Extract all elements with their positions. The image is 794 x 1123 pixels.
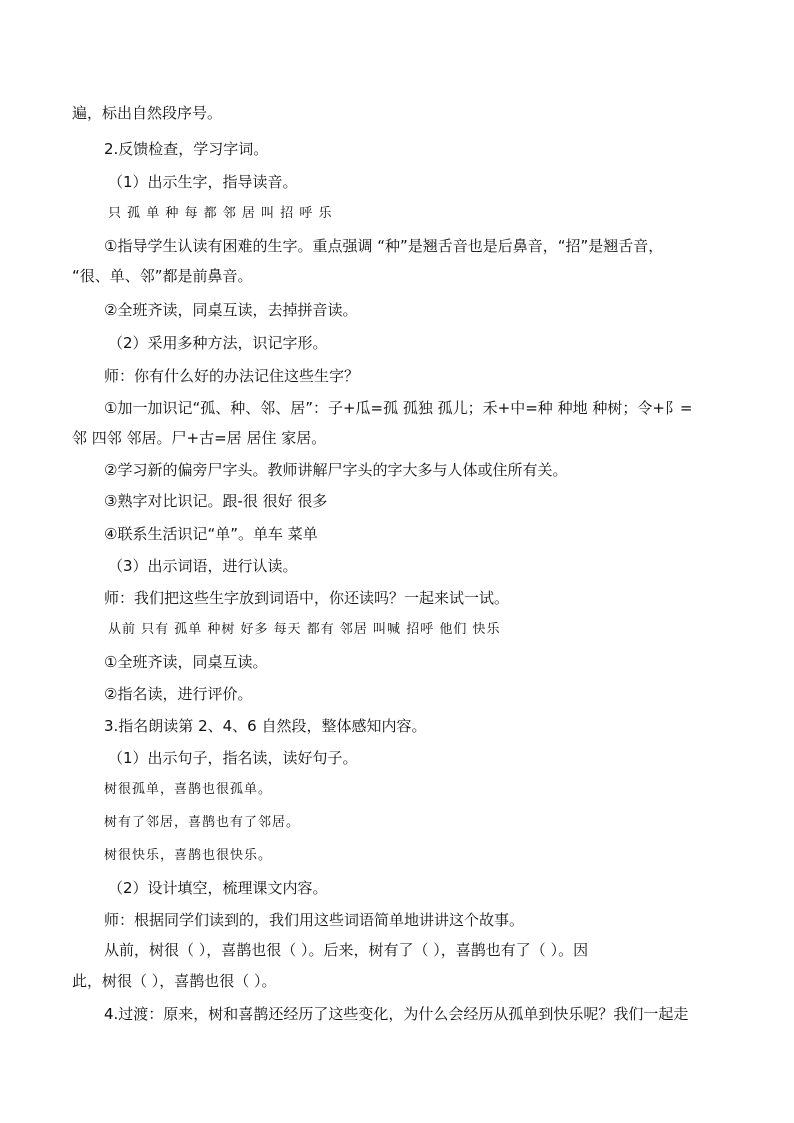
teacher-line: 师：根据同学们读到的，我们用这些词语简单地讲讲这个故事。 <box>104 911 525 929</box>
text-line: ②学习新的偏旁尸字头。教师讲解尸字头的字大多与人体或住所有关。 <box>104 461 568 479</box>
subsection-heading: （1）出示句子，指名读，读好句子。 <box>108 749 358 767</box>
section-heading: 3.指名朗读第 2、4、6 自然段，整体感知内容。 <box>104 717 427 735</box>
text-line: ①加一加识记“孤、种、邻、居”：子+瓜=孤 孤独 孤儿；禾+中=种 种地 种树；令+阝= <box>104 399 693 417</box>
text-line: ①全班齐读，同桌互读。 <box>104 653 268 671</box>
word-list: 从前 只有 孤单 种树 好多 每天 都有 邻居 叫喊 招呼 他们 快乐 <box>108 622 501 637</box>
character-list: 只 孤 单 种 每 都 邻 居 叫 招 呼 乐 <box>108 206 333 221</box>
subsection-heading: （2）采用多种方法，识记字形。 <box>108 334 328 352</box>
example-sentence: 树很快乐，喜鹊也很快乐。 <box>104 848 273 863</box>
example-sentence: 树有了邻居，喜鹊也有了邻居。 <box>104 815 301 830</box>
subsection-heading: （3）出示词语，进行认读。 <box>108 557 298 575</box>
teacher-line: 师：你有什么好的办法记住这些生字？ <box>104 367 360 385</box>
text-line: 遍，标出自然段序号。 <box>72 104 223 122</box>
example-sentence: 树很孤单，喜鹊也很孤单。 <box>104 782 273 797</box>
subsection-heading: （2）设计填空，梳理课文内容。 <box>108 879 328 897</box>
subsection-heading: （1）出示生字，指导读音。 <box>108 173 298 191</box>
section-heading: 4.过渡：原来，树和喜鹊还经历了这些变化，为什么会经历从孤单到快乐呢？我们一起走 <box>104 1005 689 1023</box>
text-line: ③熟字对比识记。跟-很 很好 很多 <box>104 492 328 510</box>
text-line: ②指名读，进行评价。 <box>104 685 253 703</box>
text-line: 邻 四邻 邻居。尸+古=居 居住 家居。 <box>72 429 327 447</box>
section-heading: 2.反馈检查，学习字词。 <box>104 140 269 158</box>
fill-in-blank-line: 从前，树很（ ），喜鹊也很（ ）。后来，树有了（ ），喜鹊也有了（ ）。因 <box>104 941 589 959</box>
fill-in-blank-line: 此，树很（ ），喜鹊也很（ ）。 <box>72 972 277 990</box>
text-line: “很、单、邻”都是前鼻音。 <box>72 267 253 285</box>
teacher-line: 师：我们把这些生字放到词语中，你还读吗？一起来试一试。 <box>104 589 510 607</box>
text-line: ①指导学生认读有困难的生字。重点强调 “种”是翘舌音也是后鼻音，“招”是翘舌音， <box>104 237 664 255</box>
text-line: ④联系生活识记“单”。单车 菜单 <box>104 525 318 543</box>
text-line: ②全班齐读，同桌互读，去掉拼音读。 <box>104 301 358 319</box>
